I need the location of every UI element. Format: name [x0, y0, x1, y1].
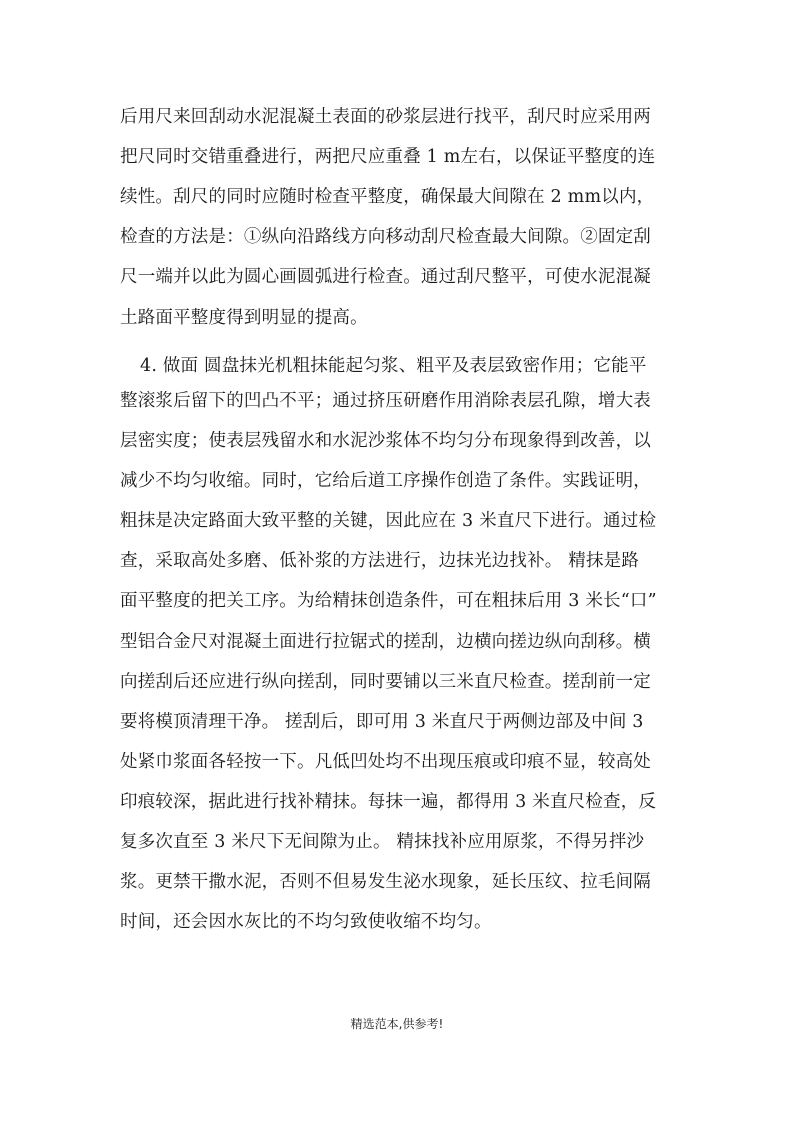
body-text-line: 后用尺来回刮动水泥混凝土表面的砂浆层进行找平，刮尺时应采用两	[120, 107, 651, 127]
body-text-line: 印痕较深，据此进行找补精抹。每抹一遍，都得用 3 米直尺检查，反	[120, 792, 657, 812]
body-text-line: 复多次直至 3 米尺下无间隙为止。 精抹找补应用原浆，不得另拌沙	[120, 832, 645, 852]
body-text-line: 尺一端并以此为圆心画圆弧进行检查。通过刮尺整平，可使水泥混凝	[120, 267, 651, 287]
body-text-line: 时间，还会因水灰比的不均匀致使收缩不均匀。	[120, 912, 492, 932]
body-text-line: 层密实度；使表层残留水和水泥沙浆体不均匀分布现象得到改善，以	[120, 431, 651, 451]
page-footer: 精选范本,供参考!	[350, 1017, 444, 1031]
body-text-line: 续性。刮尺的同时应随时检查平整度，确保最大间隙在 2 mm以内，	[120, 187, 655, 207]
body-text-line: 土路面平整度得到明显的提高。	[120, 308, 368, 328]
body-text-line: 粗抹是决定路面大致平整的关键，因此应在 3 米直尺下进行。通过检	[120, 511, 657, 531]
body-text-line: 整滚浆后留下的凹凸不平；通过挤压研磨作用消除表层孔隙，增大表	[120, 391, 651, 411]
body-text-line: 浆。更禁干撒水泥，否则不但易发生泌水现象，延长压纹、拉毛间隔	[120, 872, 651, 892]
body-text-line: 处紧巾浆面各轻按一下。凡低凹处均不出现压痕或印痕不显，较高处	[120, 752, 651, 772]
body-text-line: 查，采取高处多磨、低补浆的方法进行，边抹光边找补。 精抹是路	[120, 551, 640, 571]
body-text-line: 面平整度的把关工序。为给精抹创造条件，可在粗抹后用 3 米长“口”	[120, 591, 657, 611]
body-text-line: 型铝合金尺对混凝土面进行拉锯式的搓刮，边横向搓边纵向刮移。横	[120, 632, 651, 652]
body-text-line: 检查的方法是：①纵向沿路线方向移动刮尺检查最大间隙。②固定刮	[120, 227, 651, 247]
body-text-line: 向搓刮后还应进行纵向搓刮，同时要铺以三米直尺检查。搓刮前一定	[120, 672, 651, 692]
section-4-first-line: 4. 做面 圆盘抹光机粗抹能起匀浆、粗平及表层致密作用；它能平	[140, 356, 647, 376]
body-text-line: 把尺同时交错重叠进行，两把尺应重叠 1 m左右，以保证平整度的连	[120, 147, 656, 167]
body-text-line: 要将模顶清理干净。 搓刮后，即可用 3 米直尺于两侧边部及中间 3	[120, 712, 644, 732]
body-text-line: 减少不均匀收缩。同时，它给后道工序操作创造了条件。实践证明，	[120, 471, 651, 491]
